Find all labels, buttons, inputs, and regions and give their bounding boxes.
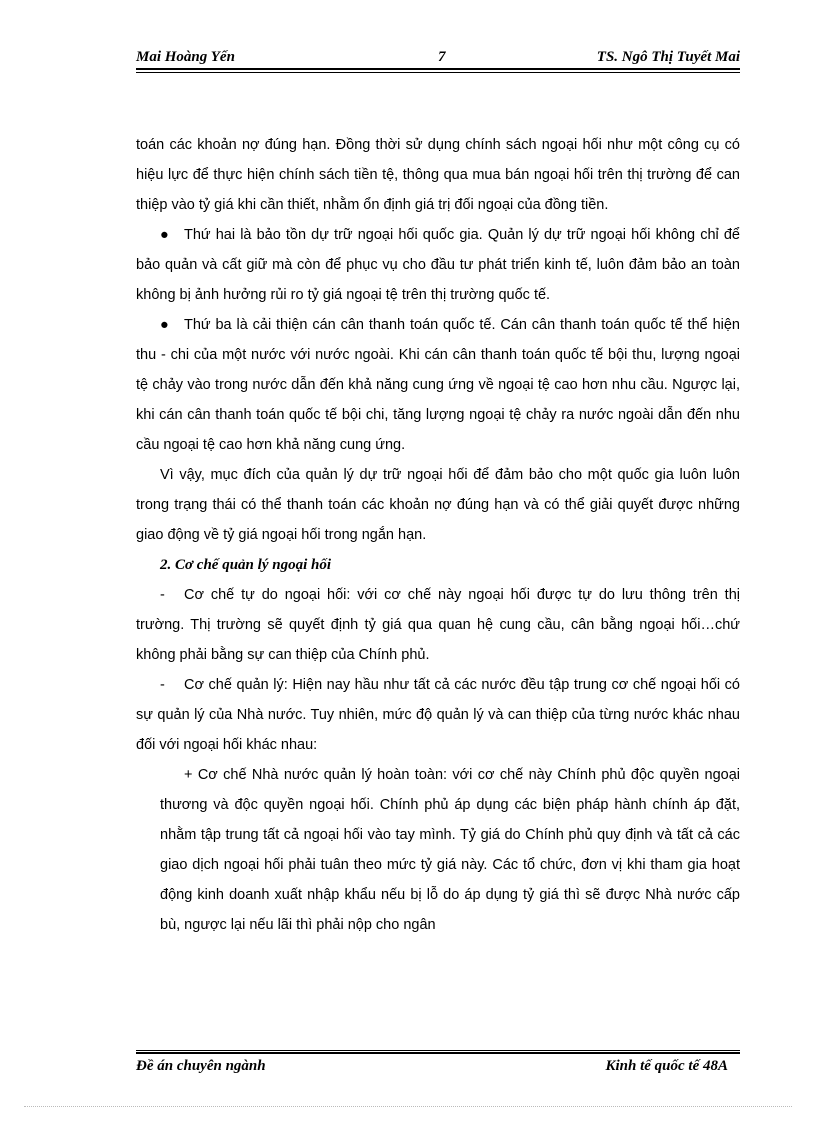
dash-icon: - <box>160 587 165 603</box>
header-supervisor: TS. Ngô Thị Tuyết Mai <box>596 49 740 65</box>
bullet-text: Thứ hai là bảo tồn dự trữ ngoại hối quốc gia. Quản lý dự trữ ngoại hối không chỉ để bảo quản và cất giữ mà còn để phục vụ cho đầu tư phát triển kinh tế, luôn đảm bảo an toàn không bị ảnh hưởng rủi ro tỷ giá ngoại tệ trên thị trường quốc tế. <box>136 227 740 303</box>
bullet-item <box>136 220 740 310</box>
body-text <box>136 130 740 940</box>
header-rule-thin <box>136 72 740 73</box>
section-heading: 2. Cơ chế quản lý ngoại hối <box>160 557 331 573</box>
bullet-text: Thứ ba là cải thiện cán cân thanh toán quốc tế. Cán cân thanh toán quốc tế thể hiện thu - chi của một nước với nước ngoài. Khi cán cân thanh toán quốc tế bội thu, lượng ngoại tệ chảy vào trong nước dẫn đến khả năng cung ứng về ngoại tệ cao hơn nhu cầu. Ngược lại, khi cán cân thanh toán quốc tế bội chi, tăng lượng ngoại tệ chảy ra nước ngoài dẫn đến nhu cầu ngoại tệ cao hơn khả năng cung ứng. <box>136 317 740 453</box>
footer-class: Kinh tế quốc tế 48A <box>605 1058 728 1074</box>
bullet-item <box>136 310 740 460</box>
footer-rule-thin <box>136 1050 740 1051</box>
header-page-number: 7 <box>438 49 446 65</box>
header-rule-thick <box>136 68 740 70</box>
dash-icon: - <box>160 677 165 693</box>
page-footer <box>136 1055 740 1077</box>
dash-text: Cơ chế quản lý: Hiện nay hầu như tất cả các nước đều tập trung cơ chế ngoại hối có sự quản lý của Nhà nước. Tuy nhiên, mức độ quản lý và can thiệp của từng nước khác nhau đối với ngoại hối khác nhau: <box>136 677 740 753</box>
bullet-icon: ● <box>160 317 169 333</box>
dash-item <box>136 670 740 760</box>
sub-paragraph: + Cơ chế Nhà nước quản lý hoàn toàn: với cơ chế này Chính phủ độc quyền ngoại thương và độc quyền ngoại hối. Chính phủ áp dụng các biện pháp hành chính áp đặt, nhằm tập trung tất cả ngoại hối vào tay mình. Tỷ giá do Chính phủ quy định và tất cả các giao dịch ngoại hối phải tuân theo mức tỷ giá này. Các tổ chức, đơn vị khi tham gia hoạt động kinh doanh xuất nhập khẩu nếu bị lỗ do áp dụng tỷ giá thì sẽ được Nhà nước cấp bù, ngược lại nếu lãi thì phải nộp cho ngân <box>160 767 740 933</box>
page-header <box>136 46 740 68</box>
dash-item <box>136 580 740 670</box>
header-author: Mai Hoàng Yến <box>136 49 235 65</box>
paragraph: Vì vậy, mục đích của quản lý dự trữ ngoại hối để đảm bảo cho một quốc gia luôn luôn trong trạng thái có thể thanh toán các khoản nợ đúng hạn và có thể giải quyết được những giao động về tỷ giá ngoại hối trong ngắn hạn. <box>136 467 740 543</box>
footer-course: Đề án chuyên ngành <box>136 1058 266 1074</box>
page-bottom-edge <box>24 1106 792 1107</box>
bullet-icon: ● <box>160 227 169 243</box>
paragraph: toán các khoản nợ đúng hạn. Đồng thời sử dụng chính sách ngoại hối như một công cụ có hiệu lực để thực hiện chính sách tiền tệ, thông qua mua bán ngoại hối trên thị trường để can thiệp vào tỷ giá khi cần thiết, nhằm ổn định giá trị đối ngoại của đồng tiền. <box>136 137 740 213</box>
footer-rule-thick <box>136 1052 740 1054</box>
dash-text: Cơ chế tự do ngoại hối: với cơ chế này ngoại hối được tự do lưu thông trên thị trường. Thị trường sẽ quyết định tỷ giá qua quan hệ cung cầu, cân bằng ngoại hối…chứ không phải bằng sự can thiệp của Chính phủ. <box>136 587 740 663</box>
